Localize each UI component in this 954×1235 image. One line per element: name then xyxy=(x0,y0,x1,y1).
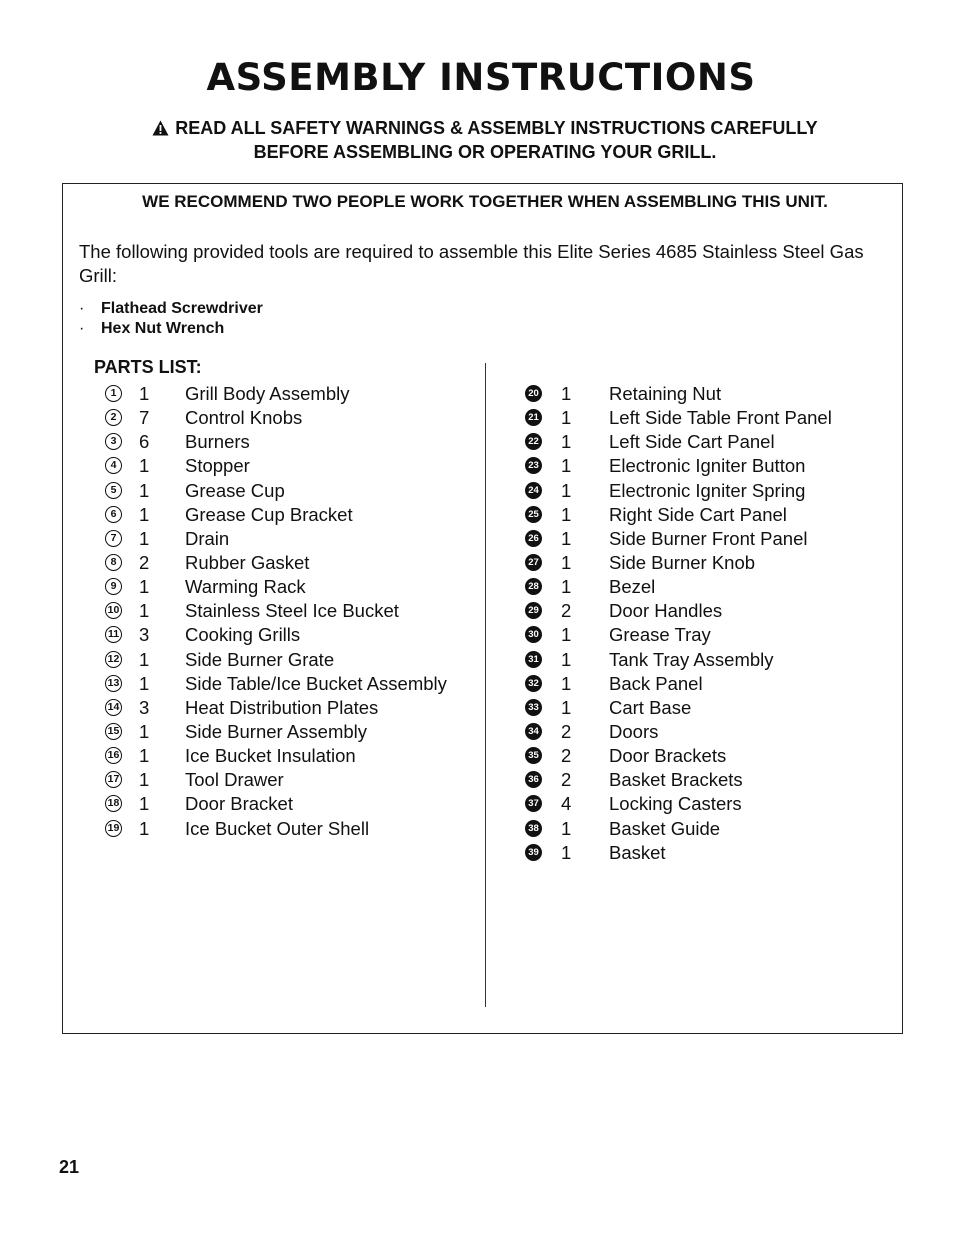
part-name: Door Bracket xyxy=(185,793,293,815)
part-number-badge: 37 xyxy=(525,795,542,812)
part-number-badge: 3 xyxy=(105,433,122,450)
part-number-badge: 35 xyxy=(525,747,542,764)
part-name: Side Burner Front Panel xyxy=(609,527,808,549)
part-name: Burners xyxy=(185,431,250,453)
part-name: Door Handles xyxy=(609,600,723,622)
part-number-badge: 20 xyxy=(525,385,542,402)
part-name: Door Brackets xyxy=(609,745,727,767)
part-quantity: 1 xyxy=(139,479,150,501)
part-quantity: 1 xyxy=(139,527,150,549)
part-name: Basket Brackets xyxy=(609,769,743,791)
part-number-badge: 25 xyxy=(525,506,542,523)
part-number-badge: 11 xyxy=(105,626,122,643)
part-quantity: 1 xyxy=(561,576,572,598)
part-quantity: 1 xyxy=(561,841,572,863)
part-quantity: 1 xyxy=(139,769,150,791)
part-quantity: 1 xyxy=(139,455,150,477)
part-name: Drain xyxy=(185,527,230,549)
tool-item: · Hex Nut Wrench xyxy=(79,320,225,337)
part-number-badge: 21 xyxy=(525,409,542,426)
part-quantity: 1 xyxy=(561,503,572,525)
part-quantity: 1 xyxy=(561,696,572,718)
safety-warning xyxy=(0,117,954,163)
part-name: Ice Bucket Outer Shell xyxy=(185,817,370,839)
warning-line-1 xyxy=(0,117,954,141)
part-name: Side Table/Ice Bucket Assembly xyxy=(185,672,447,694)
part-name: Left Side Cart Panel xyxy=(609,431,775,453)
part-name: Electronic Igniter Spring xyxy=(609,479,806,501)
part-name: Left Side Table Front Panel xyxy=(609,407,832,429)
part-name: Basket Guide xyxy=(609,817,721,839)
part-number-badge: 6 xyxy=(105,506,122,523)
part-quantity: 1 xyxy=(139,648,150,670)
page-number: 21 xyxy=(59,1157,80,1177)
part-name: Side Burner Assembly xyxy=(185,720,368,742)
part-name: Right Side Cart Panel xyxy=(609,503,787,525)
part-number-badge: 28 xyxy=(525,578,542,595)
part-name: Control Knobs xyxy=(185,407,303,429)
part-number-badge: 24 xyxy=(525,482,542,499)
part-name: Grease Cup xyxy=(185,479,285,501)
tool-item-label: Hex Nut Wrench xyxy=(101,320,225,337)
part-quantity: 3 xyxy=(139,696,150,718)
part-number-badge: 7 xyxy=(105,530,122,547)
part-number-badge: 12 xyxy=(105,651,122,668)
part-name: Stopper xyxy=(185,455,250,477)
part-number-badge: 39 xyxy=(525,844,542,861)
part-quantity: 1 xyxy=(139,600,150,622)
part-number-badge: 22 xyxy=(525,433,542,450)
part-name: Retaining Nut xyxy=(609,383,722,404)
part-quantity: 1 xyxy=(139,672,150,694)
part-number-badge: 9 xyxy=(105,578,122,595)
part-number-badge: 29 xyxy=(525,602,542,619)
part-quantity: 1 xyxy=(561,527,572,549)
tools-list xyxy=(79,299,263,339)
part-quantity: 1 xyxy=(139,383,150,404)
part-quantity: 1 xyxy=(561,624,572,646)
part-number-badge: 16 xyxy=(105,747,122,764)
part-quantity: 2 xyxy=(561,600,572,622)
part-quantity: 2 xyxy=(561,769,572,791)
part-quantity: 1 xyxy=(561,648,572,670)
part-number-badge: 4 xyxy=(105,457,122,474)
part-number-badge: 31 xyxy=(525,651,542,668)
part-number-badge: 30 xyxy=(525,626,542,643)
column-divider xyxy=(485,363,486,1007)
part-quantity: 1 xyxy=(561,407,572,429)
part-name: Tank Tray Assembly xyxy=(609,648,774,670)
instructions-box xyxy=(62,183,903,1034)
part-name: Stainless Steel Ice Bucket xyxy=(185,600,399,622)
part-name: Ice Bucket Insulation xyxy=(185,745,356,767)
part-quantity: 1 xyxy=(139,576,150,598)
part-quantity: 1 xyxy=(139,503,150,525)
part-quantity: 1 xyxy=(139,793,150,815)
part-quantity: 1 xyxy=(139,720,150,742)
part-name: Locking Casters xyxy=(609,793,742,815)
part-name: Side Burner Grate xyxy=(185,648,335,670)
part-name: Back Panel xyxy=(609,672,703,694)
recommendation-text: WE RECOMMEND TWO PEOPLE WORK TOGETHER WHEN ASSEMBLING THIS UNIT. xyxy=(142,192,828,211)
part-quantity: 2 xyxy=(561,720,572,742)
tools-intro: The following provided tools are required to assemble this Elite Series 4685 Stainless Steel Gas Grill: xyxy=(79,241,864,286)
part-number-badge: 2 xyxy=(105,409,122,426)
part-name: Grill Body Assembly xyxy=(185,383,350,404)
part-name: Basket xyxy=(609,841,666,863)
part-name: Grease Cup Bracket xyxy=(185,503,353,525)
part-quantity: 2 xyxy=(139,551,150,573)
part-number-badge: 14 xyxy=(105,699,122,716)
part-quantity: 1 xyxy=(561,672,572,694)
part-name: Bezel xyxy=(609,576,656,598)
part-number-badge: 33 xyxy=(525,699,542,716)
part-quantity: 7 xyxy=(139,407,150,429)
part-number-badge: 19 xyxy=(105,820,122,837)
part-number-badge: 17 xyxy=(105,771,122,788)
part-number-badge: 34 xyxy=(525,723,542,740)
part-name: Rubber Gasket xyxy=(185,551,310,573)
part-number-badge: 27 xyxy=(525,554,542,571)
part-quantity: 1 xyxy=(561,817,572,839)
part-name: Cooking Grills xyxy=(185,624,301,646)
part-number-badge: 23 xyxy=(525,457,542,474)
part-quantity: 1 xyxy=(139,817,150,839)
part-number-badge: 13 xyxy=(105,675,122,692)
part-quantity: 4 xyxy=(561,793,572,815)
part-name: Electronic Igniter Button xyxy=(609,455,806,477)
part-name: Cart Base xyxy=(609,696,692,718)
tool-item-label: Flathead Screwdriver xyxy=(101,300,263,317)
part-quantity: 6 xyxy=(139,431,150,453)
part-number-badge: 10 xyxy=(105,602,122,619)
part-name: Doors xyxy=(609,720,659,742)
warning-line-1-text: READ ALL SAFETY WARNINGS & ASSEMBLY INSTRUCTIONS CAREFULLY xyxy=(175,118,818,138)
part-quantity: 1 xyxy=(561,455,572,477)
part-number-badge: 15 xyxy=(105,723,122,740)
part-number-badge: 32 xyxy=(525,675,542,692)
part-number-badge: 26 xyxy=(525,530,542,547)
part-name: Grease Tray xyxy=(609,624,711,646)
part-number-badge: 36 xyxy=(525,771,542,788)
part-quantity: 1 xyxy=(561,551,572,573)
part-number-badge: 8 xyxy=(105,554,122,571)
part-name: Heat Distribution Plates xyxy=(185,696,379,718)
part-number-badge: 5 xyxy=(105,482,122,499)
part-name: Side Burner Knob xyxy=(609,551,756,573)
part-quantity: 1 xyxy=(561,383,572,404)
part-quantity: 2 xyxy=(561,745,572,767)
part-name: Tool Drawer xyxy=(185,769,284,791)
warning-line-2: BEFORE ASSEMBLING OR OPERATING YOUR GRILL. xyxy=(253,142,717,162)
part-number-badge: 18 xyxy=(105,795,122,812)
parts-list-heading: PARTS LIST: xyxy=(94,357,202,377)
part-quantity: 3 xyxy=(139,624,150,646)
page-title: ASSEMBLY INSTRUCTIONS xyxy=(206,56,756,99)
part-quantity: 1 xyxy=(561,479,572,501)
part-number-badge: 38 xyxy=(525,820,542,837)
tool-item: · Flathead Screwdriver xyxy=(79,300,263,317)
part-quantity: 1 xyxy=(561,431,572,453)
part-name: Warming Rack xyxy=(185,576,306,598)
part-number-badge: 1 xyxy=(105,385,122,402)
warning-triangle-icon xyxy=(152,119,169,141)
part-quantity: 1 xyxy=(139,745,150,767)
